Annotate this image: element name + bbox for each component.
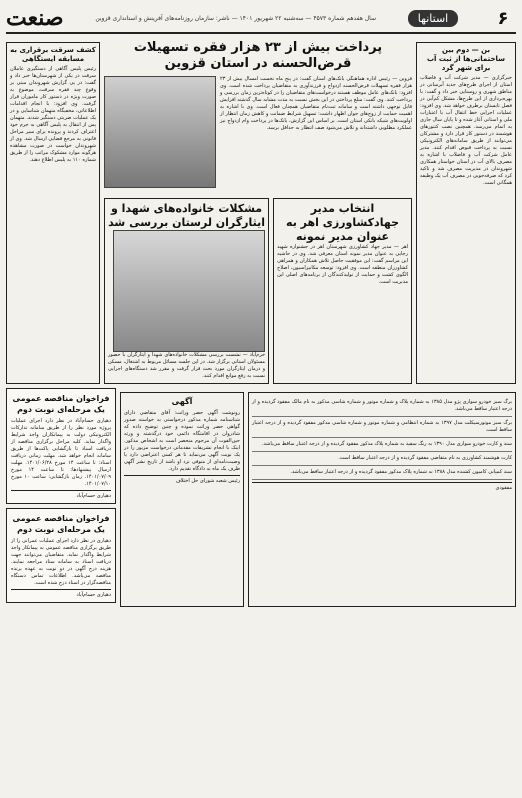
story-ahar bbox=[273, 198, 412, 384]
notices-middle-text: رونوشت آگهی حصر وراثت: آقای متقاضی دارای شناسنامه شماره مذکور درخواستی به خواسته صدور گواهی حصر وراثت نموده و چنین توضیح داده که شادروان در اقامتگاه دائمی خود درگذشته و ورثه حین‌الفوت آن مرحوم منحصر است به اشخاص مذکور. اینک با انجام تشریفات مقدماتی درخواست مزبور را در یک نوبت آگهی می‌نماید تا هر کسی اعتراضی دارد یا وصیت‌نامه‌ای از متوفی نزد او باشد از تاریخ نشر آگهی ظرف یک ماه به دادگاه تقدیم دارد. bbox=[124, 410, 240, 472]
top-grid bbox=[6, 38, 516, 384]
notices-middle bbox=[120, 392, 244, 607]
tender-ad-2-text: دهیاری در نظر دارد اجرای عملیات عمرانی را از طریق برگزاری مناقصه عمومی به پیمانکار واجد شرایط واگذار نماید. متقاضیان می‌توانند جهت دریافت اسناد به سامانه ستاد مراجعه نمایند. هزینه درج آگهی در دو نوبت به عهده برنده مناقصه می‌باشد. اطلاعات تماس دستگاه مناقصه‌گزار در اسناد درج شده است. bbox=[11, 538, 111, 586]
tender-ad-2 bbox=[6, 508, 116, 603]
meeting-photo bbox=[113, 230, 265, 352]
section-label: استانها bbox=[408, 10, 458, 27]
tender-ad-1 bbox=[6, 388, 116, 504]
main-article-text: قزوین — رئیس اداره هماهنگی بانک‌های استان گفت: در پنج ماه نخست امسال بیش از ۲۳ هزار فقره تسهیلات قرض‌الحسنه ازدواج و فرزندآوری به متقاضیان پرداخت شده است. وی افزود: بانک‌های عامل موظف هستند درخواست‌های متقاضیان را در کوتاه‌ترین زمان بررسی و پرداخت کنند. وی گفت: مبلغ پرداختی در این بخش نسبت به مدت مشابه سال گذشته افزایش قابل توجهی داشته است و سامانه ثبت‌نام متقاضیان همچنان فعال است. وی با اشاره به اهمیت حمایت از زوج‌های جوان اظهار داشت: تسهیل شرایط ضمانت و کاهش زمان انتظار از اولویت‌های شبکه بانکی استان است. بر اساس این گزارش، بانک‌ها در پرداخت وام ازدواج نیز عملکرد مطلوبی داشته‌اند و تلاش می‌شود صف انتظار به حداقل برسد. bbox=[220, 76, 412, 131]
notice-item: کارت هوشمند کشاورزی به نام متقاضی مفقود گردیده و از درجه اعتبار ساقط است. bbox=[252, 452, 512, 466]
right-column-text: خبرگزاری — مدیر شرکت آب و فاضلاب استان از اجرای طرح‌های جدید آبرسانی در مناطق شهری و روستایی خبر داد و گفت: با بهره‌برداری از این طرح‌ها، مشکل کم‌آبی در فصل تابستان برطرف خواهد شد. وی افزود: عملیات اجرایی خط انتقال آب با اعتبارات ملی و استانی آغاز شده و تا پایان سال جاری به اتمام می‌رسد. همچنین نصب کنتورهای هوشمند در دستور کار قرار دارد و مشترکان می‌توانند از طریق سامانه‌های الکترونیکی نسبت به پرداخت قبوض اقدام کنند. مدیر عامل شرکت آب و فاضلاب با اشاره به مصرف بالای آب در استان خواستار همکاری شهروندان در مدیریت مصرف شد و تاکید کرد که صرفه‌جویی در مصرف آب یک وظیفه همگانی است. bbox=[420, 75, 512, 186]
main-area bbox=[104, 38, 412, 384]
left-column bbox=[6, 42, 100, 384]
left-column-title: کشف سرقت برقراری به مسابقه ایستگاهی bbox=[10, 46, 96, 63]
notices-right bbox=[248, 392, 516, 607]
story-ahar-headline: انتخاب مدیر جهادکشاورزی اهر به عنوان مدیر نمونه bbox=[286, 202, 400, 243]
main-headline: پرداخت بیش از ۲۳ هزار فقره تسهیلات قرض‌الحسنه در استان قزوین bbox=[133, 40, 383, 71]
main-article bbox=[104, 76, 412, 190]
notices-right-footer: مفقودی bbox=[252, 482, 512, 491]
notice-item: برگ سبز موتورسیکلت مدل ۱۳۹۷ به شماره انتظامی و شماره موتور و شماره شاسی مذکور مفقود گردیده و از درجه اعتبار ساقط است. bbox=[252, 417, 512, 438]
story-lorestan-text: خرم‌آباد — نشست بررسی مشکلات خانواده‌های شهدا و ایثارگران با حضور مسئولان استانی برگزار شد. در این جلسه مسائل مربوط به اشتغال، مسکن و درمان ایثارگران مورد بحث قرار گرفت و مقرر شد دستگاه‌های اجرایی نسبت به رفع موانع اقدام کنند. bbox=[108, 352, 266, 379]
right-column bbox=[416, 42, 516, 384]
story-lorestan bbox=[104, 198, 269, 384]
bottom-grid bbox=[6, 388, 516, 607]
tender-ad-1-text: دهیاری حسام‌آباد در نظر دارد اجرای عملیات پروژه مورد نظر را از طریق سامانه تدارکات الکترونیکی دولت به پیمانکاران واجد شرایط واگذار نماید. کلیه مراحل برگزاری مناقصه از دریافت اسناد تا بازگشایی پاکت‌ها از طریق سامانه انجام خواهد شد. مهلت زمانی دریافت اسناد: تا ساعت ۱۴ مورخ ۱۴۰۱/۰۶/۲۸. مهلت ارسال پیشنهادها: تا ساعت ۱۴ مورخ ۱۴۰۱/۰۷/۰۹. زمان بازگشایی: ساعت ۱۰ مورخ ۱۴۰۱/۰۷/۱۰. bbox=[11, 418, 111, 487]
right-column-title: بن — دوم بین ساختمانی‌ها از ثبت آب برای شهر گرد bbox=[427, 46, 505, 72]
tender-ad-1-title: فراخوان مناقصه عمومی یک مرحله‌ای نوبت دوم bbox=[12, 394, 110, 414]
tender-ad-2-title: فراخوان مناقصه عمومی یک مرحله‌ای نوبت دوم bbox=[12, 514, 110, 534]
page-header bbox=[6, 4, 516, 34]
notices-middle-footer: رئیس شعبه شورای حل اختلاف bbox=[124, 475, 240, 484]
story-ahar-text: اهر — مدیر جهاد کشاورزی شهرستان اهر در جشنواره شهید رجایی به عنوان مدیر نمونه استان معرفی شد. وی در حاشیه این مراسم گفت: این موفقیت حاصل تلاش همکاران و همراهی کشاورزان منطقه است. وی افزود: توسعه مکانیزاسیون، اصلاح الگوی کشت و حمایت از تولیدکنندگان از برنامه‌های اصلی این مدیریت است. bbox=[277, 244, 408, 285]
portrait-photo bbox=[104, 76, 216, 188]
notice-item: برگ سبز خودرو سواری پژو مدل ۱۳۸۵ به شماره پلاک و شماره موتور و شماره شاسی مذکور به نام مالک مفقود گردیده و از درجه اعتبار ساقط می‌باشد. bbox=[252, 396, 512, 417]
notice-item: سند و کارت خودرو سواری مدل ۱۳۹۰ به رنگ سفید به شماره پلاک مذکور مفقود گردیده و از درجه اعتبار ساقط می‌باشد. bbox=[252, 438, 512, 452]
left-column-text: رئیس پلیس آگاهی از دستگیری عاملان سرقت در یکی از شهرستان‌ها خبر داد و گفت: در پی گزارش شهروندان مبنی بر وقوع چند فقره سرقت، موضوع به صورت ویژه در دستور کار ماموران قرار گرفت. وی افزود: با انجام اقدامات اطلاعاتی، مخفیگاه متهمان شناسایی و در یک عملیات ضربتی دستگیر شدند. متهمان پس از انتقال به پلیس آگاهی به جرم خود اعتراف کردند و پرونده برای سیر مراحل قانونی به مرجع قضایی ارسال شد. وی از شهروندان خواست در صورت مشاهده هرگونه موارد مشکوک مراتب را از طریق شماره ۱۱۰ به پلیس اطلاع دهند. bbox=[10, 66, 96, 163]
page-number: ۶ bbox=[497, 7, 509, 29]
tender-ad-2-footer: دهیاری حسام‌آباد bbox=[11, 589, 111, 598]
issue-meta: سال هفدهم شماره ۴۵۷۳ — سه‌شنبه ۲۲ شهریور ۱۴۰۱ — ناشر: سازمان روزنامه‌های آفرینش و استانداری قزوین bbox=[95, 14, 377, 22]
notice-item: سند کمپانی کامیون کشنده مدل ۱۳۸۸ به شماره پلاک مذکور مفقود گردیده و از درجه اعتبار ساقط می‌باشد. bbox=[252, 466, 512, 480]
secondary-stories bbox=[104, 194, 412, 384]
tenders-column bbox=[6, 388, 116, 607]
story-lorestan-headline: مشکلات خانواده‌های شهدا و ایثارگران لرستان بررسی شد bbox=[108, 202, 266, 229]
notices-middle-title: آگهی bbox=[171, 397, 193, 406]
tender-ad-1-footer: دهیاری حسام‌آباد bbox=[11, 490, 111, 499]
newspaper-logo: صنعت bbox=[6, 5, 64, 31]
